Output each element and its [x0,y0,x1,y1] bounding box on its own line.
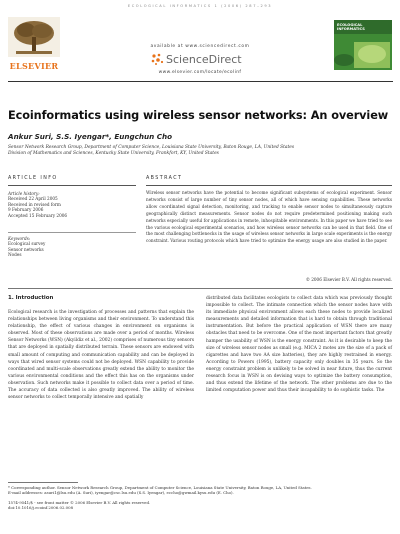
article-info-heading: ARTICLE INFO [8,176,58,181]
authors: Ankur Suri, S.S. Iyengar*, Eungchun Cho [8,132,173,141]
sciencedirect-name: ScienceDirect [166,53,242,66]
keywords [8,236,136,258]
keyword: Sensor networks [8,246,44,252]
journal-cover [334,20,392,70]
article-history [8,191,136,218]
affiliation-2: Division of Mathematics and Sciences, Kentucky State University, Frankfort, KY, United States [8,151,219,157]
history-line: Received 22 April 2005 [8,196,58,202]
corresponding-author-note: * Corresponding author. Sensor Network Research Group, Department of Computer Science, Louisiana State University, Baton Rouge, LA, United States. [8,485,312,490]
issn-line: 1574-9541/$ - see front matter © 2006 Elsevier B.V. All rights reserved. [8,499,151,505]
abstract-heading: ABSTRACT [146,176,183,181]
affiliations [8,145,393,158]
availability-line: available at www.sciencedirect.com [150,44,250,49]
article-title: Ecoinformatics using wireless sensor networks: An overview [8,109,389,122]
cover-title: ECOLOGICAL INFORMATICS [337,23,365,31]
header-rule [8,81,393,82]
doi-link[interactable]: doi:10.1016/j.ecoinf.2006.02.008 [8,505,74,511]
elsevier-tree-logo [8,17,60,57]
sciencedirect-logo-icon [150,52,164,66]
abstract-text: Wireless sensor networks have the potential to become significant subsystems of ecological experiment. Sensor networks consist of large number of tiny sensor nodes, all of which have sensing capabilities. These networks allow coordinated signal detection, monitoring, and tracking to enable sensor nodes to simultaneously capture geographically distinct measurements. Sensor nodes do not require predetermined positioning making such networks especially useful for applications in remote, inhospitable environments. In this paper we have tried to see the various ecological experimental scenarios, and how wireless sensor networks can be used in that field. One of the most challenging bottlenecks in the usage of wireless sensor networks in large scale experiments is the energy constraint. Various routing protocols which have tried to optimize the energy usage are also studied in the paper. [146,190,392,244]
introduction-right-column: distributed data facilitates ecologists to collect data which was previously thought impossible to collect. The intimate connection which the sensor nodes have with its immediate physical environment allows each these nodes to provide localized measurements and detailed information that is hard to obtain through traditional instrumentation. But before the practical application of WSN there are many obstacles that need to be overcome. One of the most important factors that greatly hamper the usability of WSN is the energy constraint. As it is desirable to keep the size of wireless sensor nodes as small (e.g. MICA 2 motes are the size of a pack of cigarettes and have two AA size batteries), they are highly restrained in energy. According to Powers (1995), battery capacity only doubles in 35 years. So the energy constraint problem is unlikely to be solved in near future, thus the current research focus in WSN is on devising ways to optimize the battery consumption, and thus extend the lifetime of the network. The other problems are due to the limited computation power and thus their incapability to do sophistic tasks. The [206,296,392,394]
keyword: Nodes [8,252,22,258]
affiliation-1: Sensor Network Research Group, Department of Computer Science, Louisiana State University, Baton Rouge, LA, United States [8,145,295,150]
footnote-rule [8,482,78,483]
copyright: © 2006 Elsevier B.V. All rights reserved. [305,277,392,282]
footnotes [8,485,393,511]
abstract-rule [146,185,392,186]
keyword: Ecological survey [8,241,46,247]
running-head: ECOLOGICAL INFORMATICS 1 (2006) 287–293 [127,4,273,8]
front-matter-rule [8,288,393,289]
keywords-label: Keywords: [8,236,31,241]
publisher-name: ELSEVIER [9,61,59,71]
history-line: Accepted 15 February 2006 [8,212,68,218]
history-line: 9 February 2006 [8,207,44,213]
email-addresses[interactable]: E-mail addresses: asuri1@lsu.edu (A. Suri), iyengar@csc.lsu.edu (S.S. Iyengar), eccho@gwmail.kysu.edu (E. Cho). [8,490,234,496]
introduction-left-column: Ecological research is the investigation of processes and patterns that explain the relationships between living organisms and their environment. To understand this relationship, the effect of various changes in environment on organisms is observed. Most of these observations are made over a period of months. Wireless Sensor Networks (WSN) (Akyildiz et al., 2002) comprises of numerous tiny sensors that are deployed in spatially distributed terrain. These sensors are endowed with small amount of computing and communication capability and can be deployed in ways that wired sensor systems could not be deployed. WSN capability to provide coordinated and multi-scale observations greatly extend the ability to monitor the various environmental conditions and the effect this has on the organisms under observation. Such networks make it possible to collect data over a period of time. The accuracy of data collected is also greatly improved. The ability of wireless sensor networks to collect temporally intensive and spatially [8,310,194,401]
cover-image [334,34,392,70]
article-info-divider [8,232,136,233]
journal-url[interactable]: www.elsevier.com/locate/ecolinf [158,70,242,75]
history-label: Article history: [8,191,40,196]
article-info-rule [8,185,136,186]
history-line: Received in revised form [8,201,61,207]
introduction-heading: 1. Introduction [8,295,54,301]
